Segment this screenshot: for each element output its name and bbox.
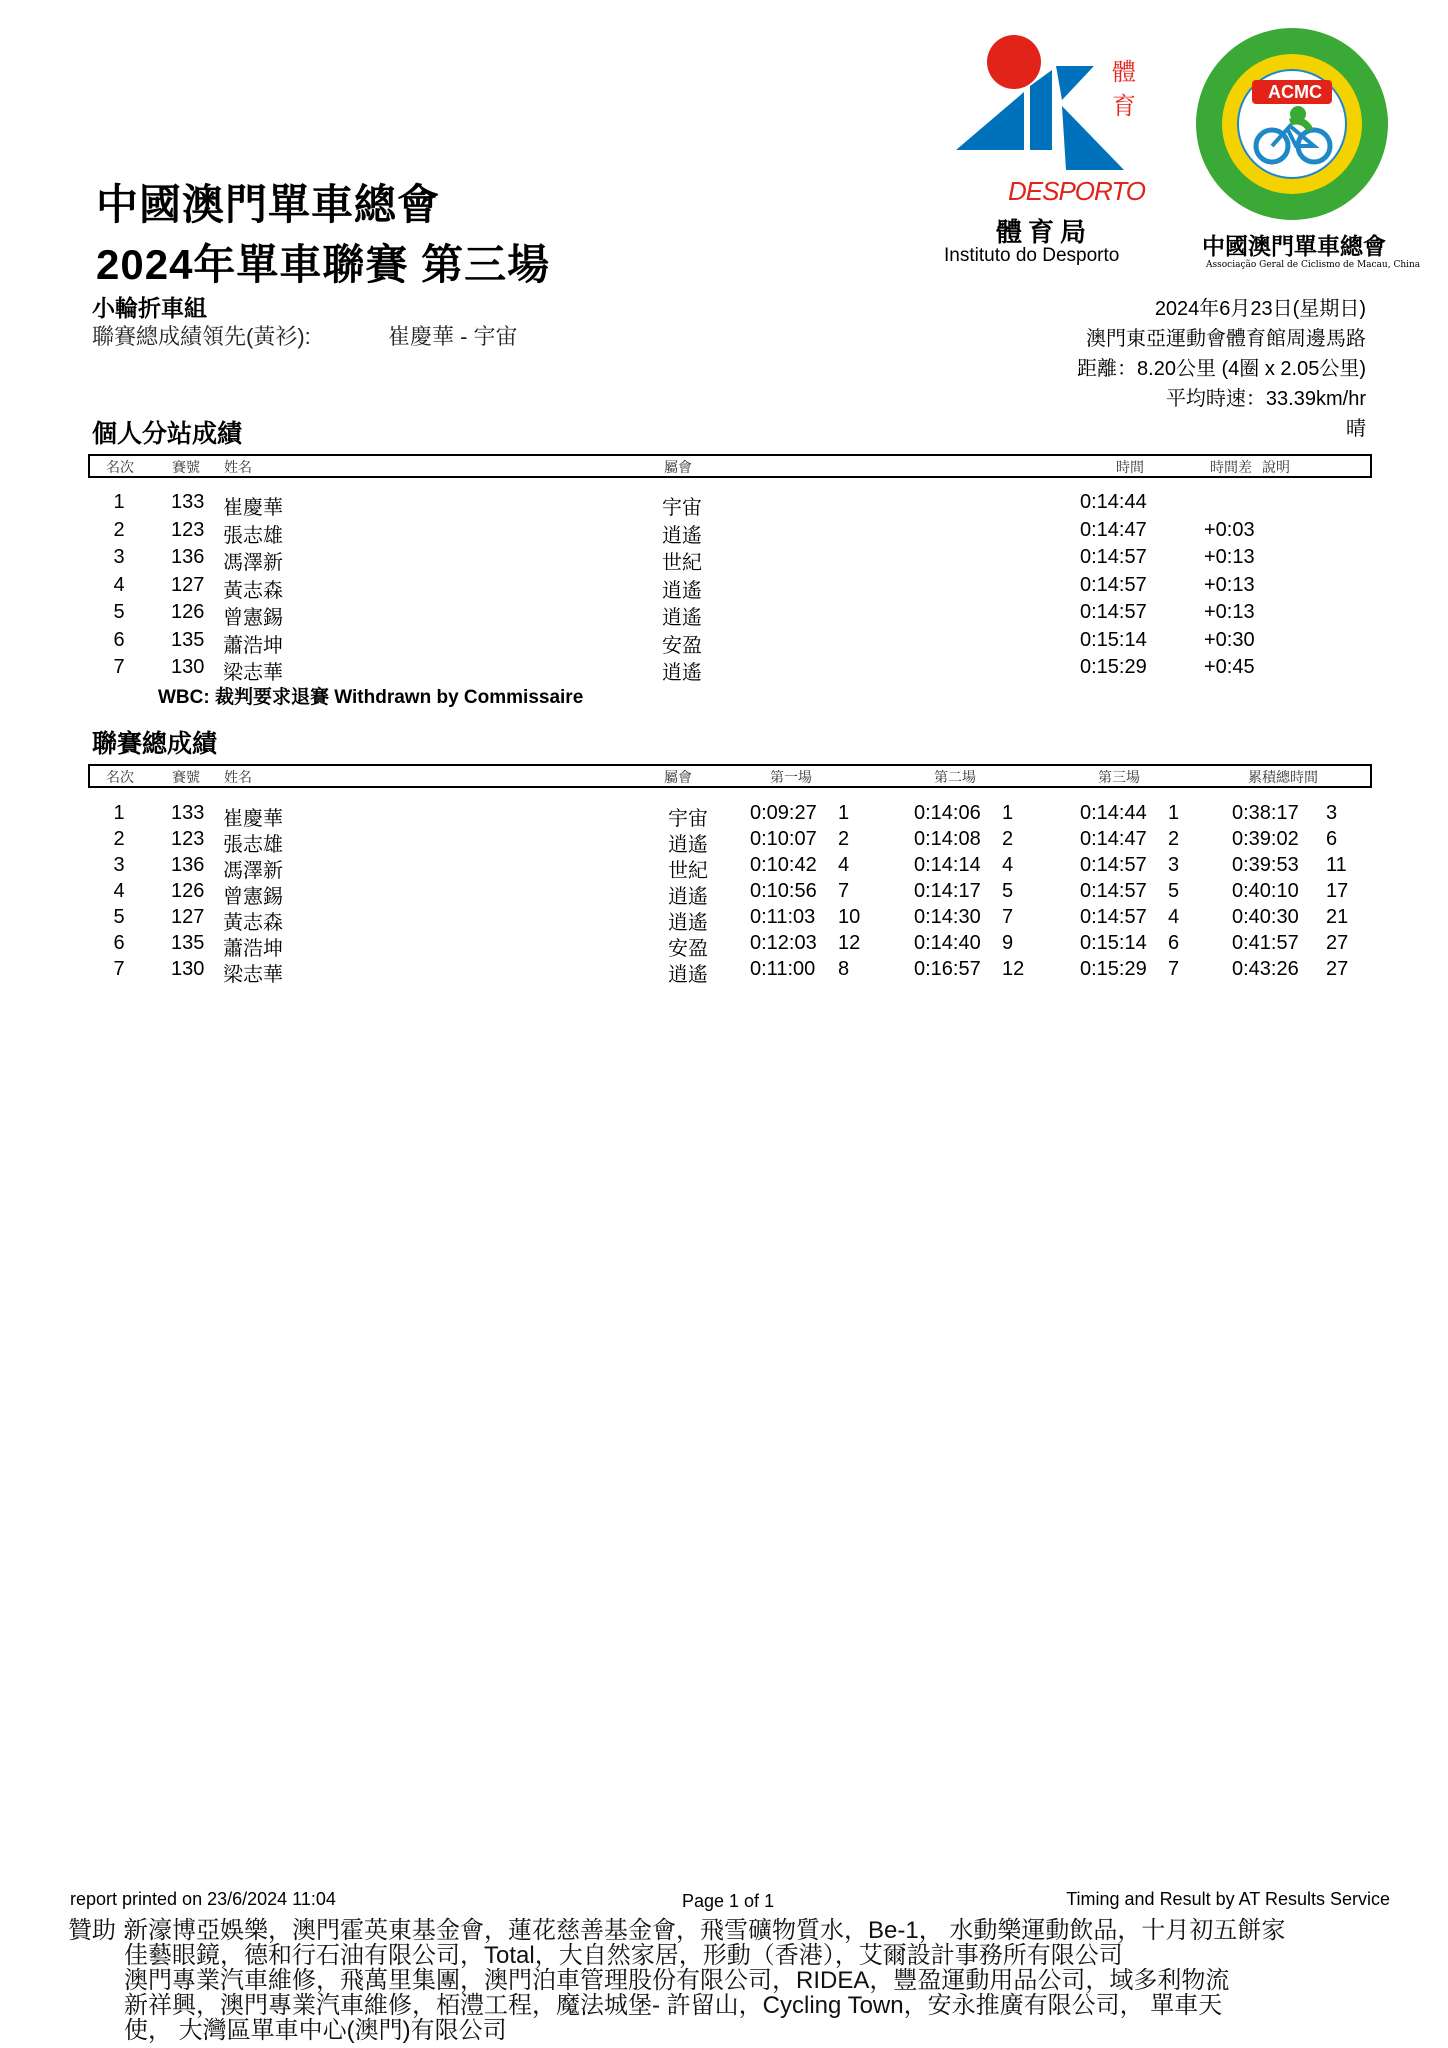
stage-cell-rank: 6: [113, 628, 125, 651]
stage-cell-club: 逍遙: [662, 524, 702, 547]
page-number: Page 1 of 1: [682, 1891, 775, 1911]
overall-header-r1: 第一場: [770, 770, 812, 786]
stage-cell-gap: +0:45: [1204, 656, 1255, 678]
overall-cell-total-time: 0:41:57: [1232, 932, 1299, 954]
overall-cell-r2-pos: 2: [1002, 828, 1014, 850]
overall-cell-points: 17: [1326, 880, 1349, 902]
leader-value: 崔慶華 - 宇宙: [388, 324, 518, 349]
overall-header-club: 屬會: [664, 770, 692, 786]
race-distance: 距離：8.20公里 (4圈 x 2.05公里): [1077, 358, 1366, 380]
overall-cell-bib: 135: [171, 932, 205, 954]
stage-cell-name: 蕭浩坤: [223, 634, 283, 657]
leader-label: 聯賽總成績領先(黃衫):: [92, 324, 311, 349]
stage-cell-club: 宇宙: [662, 497, 702, 519]
stage-cell-time: 0:15:14: [1080, 628, 1147, 651]
overall-cell-r2-time: 0:14:06: [914, 802, 981, 824]
stage-cell-rank: 2: [113, 518, 125, 541]
stage-cell-name: 張志雄: [223, 524, 283, 547]
overall-cell-points: 3: [1326, 802, 1338, 824]
overall-cell-r1-time: 0:10:42: [750, 854, 817, 876]
overall-cell-r3-pos: 4: [1168, 906, 1180, 928]
overall-cell-r1-time: 0:10:07: [750, 828, 817, 850]
overall-cell-r2-pos: 1: [1002, 802, 1014, 824]
stage-cell-gap: +0:13: [1204, 573, 1255, 596]
overall-header-name: 姓名: [224, 770, 252, 786]
overall-cell-total-time: 0:38:17: [1232, 802, 1299, 824]
overall-row: [0, 932, 1448, 959]
overall-cell-bib: 127: [171, 906, 205, 928]
overall-cell-r1-pos: 12: [838, 932, 861, 954]
race-venue: 澳門東亞運動會體育館周邊馬路: [1086, 328, 1366, 350]
stage-row: [0, 656, 1448, 683]
sponsor-line: 新濠博亞娛樂，澳門霍英東基金會，蓮花慈善基金會，飛雪礦物質水，Be-1， 水動樂運動飲品，十月初五餅家: [124, 1917, 1286, 1944]
stage-cell-gap: +0:13: [1204, 601, 1255, 623]
overall-cell-name: 張志雄: [223, 834, 283, 856]
overall-cell-bib: 126: [171, 880, 205, 902]
overall-row: [0, 880, 1448, 907]
race-weather: 晴: [1346, 418, 1366, 440]
overall-cell-name: 曾憲錫: [223, 886, 283, 908]
overall-cell-r2-time: 0:14:40: [914, 932, 981, 954]
overall-cell-points: 11: [1326, 854, 1347, 876]
stage-cell-time: 0:14:47: [1080, 518, 1147, 541]
overall-cell-r3-time: 0:15:14: [1080, 932, 1147, 954]
overall-header-r2: 第二場: [934, 770, 976, 786]
overall-cell-name: 梁志華: [223, 964, 283, 986]
stage-row: [0, 574, 1448, 601]
overall-cell-rank: 5: [113, 906, 125, 928]
overall-cell-r2-pos: 12: [1002, 958, 1025, 980]
overall-cell-club: 逍遙: [668, 912, 708, 934]
overall-cell-r3-time: 0:14:44: [1080, 802, 1147, 824]
stage-cell-time: 0:14:57: [1080, 546, 1147, 568]
stage-cell-time: 0:14:57: [1080, 601, 1147, 623]
overall-cell-r2-time: 0:16:57: [914, 958, 981, 980]
overall-cell-r2-time: 0:14:08: [914, 828, 981, 850]
overall-section-title: 聯賽總成績: [92, 730, 218, 758]
race-avg-speed: 平均時速：33.39km/hr: [1165, 388, 1366, 410]
overall-cell-r1-time: 0:12:03: [750, 932, 817, 954]
stage-cell-name: 黃志森: [223, 579, 283, 602]
stage-cell-bib: 135: [171, 628, 205, 651]
overall-cell-rank: 2: [113, 828, 125, 850]
overall-cell-bib: 136: [171, 854, 205, 876]
stage-cell-gap: +0:03: [1204, 518, 1255, 541]
stage-cell-name: 馮澤新: [223, 552, 283, 574]
overall-cell-total-time: 0:43:26: [1232, 958, 1299, 980]
stage-header-gap: 時間差: [1210, 460, 1252, 476]
overall-cell-r3-time: 0:14:57: [1080, 854, 1147, 876]
category-label: 小輪折車組: [92, 295, 207, 321]
overall-cell-rank: 4: [113, 880, 125, 902]
stage-cell-name: 崔慶華: [223, 497, 283, 519]
overall-cell-rank: 3: [113, 854, 125, 876]
overall-cell-r1-pos: 8: [838, 958, 850, 980]
overall-cell-club: 安盈: [668, 938, 708, 960]
overall-cell-r1-time: 0:09:27: [750, 802, 817, 824]
stage-row: [0, 491, 1448, 518]
sponsor-line: 澳門專業汽車維修，飛萬里集團，澳門泊車管理股份有限公司，RIDEA，豐盈運動用品公司，域多利物流: [124, 1967, 1230, 1994]
acmc-badge: ACMC: [1268, 82, 1322, 102]
stage-cell-gap: +0:30: [1204, 628, 1255, 651]
sponsor-label: 贊助 :: [68, 1917, 130, 1944]
overall-row: [0, 906, 1448, 933]
overall-cell-r2-time: 0:14:30: [914, 906, 981, 928]
stage-cell-club: 世紀: [662, 552, 702, 574]
overall-cell-r3-time: 0:14:57: [1080, 880, 1147, 902]
overall-cell-points: 27: [1326, 932, 1349, 954]
timing-credit: Timing and Result by AT Results Service: [1066, 1889, 1390, 1909]
stage-cell-club: 安盈: [662, 634, 702, 657]
stage-row: [0, 546, 1448, 573]
stage-header-note: 說明: [1262, 460, 1290, 476]
printed-timestamp: report printed on 23/6/2024 11:04: [70, 1889, 336, 1909]
overall-cell-club: 世紀: [668, 860, 708, 882]
overall-cell-rank: 1: [113, 802, 125, 824]
overall-cell-club: 逍遙: [668, 964, 708, 986]
acmc-name-zh: 中國澳門單車總會: [1202, 233, 1386, 260]
overall-cell-r3-time: 0:15:29: [1080, 958, 1147, 980]
overall-cell-r3-pos: 1: [1168, 802, 1180, 824]
stage-cell-club: 逍遙: [662, 662, 702, 684]
stage-cell-name: 曾憲錫: [223, 607, 283, 629]
wbc-note: WBC: 裁判要求退賽 Withdrawn by Commissaire: [158, 687, 584, 708]
stage-cell-bib: 130: [171, 656, 205, 678]
desporto-name-pt: Instituto do Desporto: [944, 245, 1120, 266]
overall-cell-r1-pos: 7: [838, 880, 850, 902]
stage-cell-rank: 7: [113, 656, 125, 678]
stage-header-time: 時間: [1116, 460, 1144, 476]
overall-table-header: [88, 764, 1372, 788]
overall-header-r3: 第三場: [1098, 770, 1140, 786]
desporto-name-zh: 體育局: [996, 217, 1093, 247]
sponsor-line: 使， 大灣區單車中心(澳門)有限公司: [124, 2017, 507, 2044]
overall-cell-r3-time: 0:14:57: [1080, 906, 1147, 928]
stage-cell-club: 逍遙: [662, 607, 702, 629]
race-date: 2024年6月23日(星期日): [1154, 298, 1366, 320]
stage-cell-rank: 1: [113, 491, 125, 513]
sponsor-line: 新祥興，澳門專業汽車維修，栢澧工程，魔法城堡- 許留山，Cycling Town，安永推廣有限公司， 單車天: [124, 1992, 1223, 2019]
overall-row: [0, 854, 1448, 881]
overall-cell-r3-pos: 7: [1168, 958, 1180, 980]
overall-cell-club: 宇宙: [668, 808, 708, 830]
stage-cell-bib: 123: [171, 518, 205, 541]
stage-row: [0, 601, 1448, 628]
stage-cell-bib: 126: [171, 601, 205, 623]
overall-header-rank: 名次: [106, 770, 134, 786]
stage-cell-time: 0:15:29: [1080, 656, 1147, 678]
stage-table-header: [88, 454, 1372, 478]
stage-header-club: 屬會: [664, 460, 692, 476]
overall-cell-r1-pos: 1: [838, 802, 850, 824]
overall-cell-r1-time: 0:10:56: [750, 880, 817, 902]
overall-row: [0, 802, 1448, 829]
stage-cell-bib: 136: [171, 546, 205, 568]
overall-cell-r1-time: 0:11:00: [750, 958, 816, 980]
overall-cell-total-time: 0:40:30: [1232, 906, 1299, 928]
overall-cell-r3-pos: 3: [1168, 854, 1180, 876]
overall-cell-r2-pos: 5: [1002, 880, 1014, 902]
overall-cell-name: 馮澤新: [223, 860, 283, 882]
overall-cell-points: 27: [1326, 958, 1349, 980]
stage-section-title: 個人分站成績: [92, 420, 243, 448]
overall-cell-r1-time: 0:11:03: [750, 906, 816, 928]
overall-cell-total-time: 0:40:10: [1232, 880, 1299, 902]
overall-cell-r2-pos: 7: [1002, 906, 1014, 928]
stage-row: [0, 519, 1448, 546]
acmc-logo: [1192, 26, 1421, 276]
stage-header-bib: 賽號: [172, 460, 200, 476]
overall-cell-r3-time: 0:14:47: [1080, 828, 1147, 850]
overall-cell-name: 黃志森: [223, 912, 283, 934]
overall-cell-total-time: 0:39:53: [1232, 854, 1299, 876]
overall-cell-points: 6: [1326, 828, 1338, 850]
overall-cell-r1-pos: 10: [838, 906, 861, 928]
acmc-name-pt: Associação Geral de Ciclismo de Macau, China: [1206, 260, 1421, 270]
stage-cell-time: 0:14:44: [1080, 491, 1147, 513]
stage-cell-rank: 4: [113, 573, 125, 596]
stage-header-name: 姓名: [224, 460, 252, 476]
overall-cell-r2-time: 0:14:17: [914, 880, 981, 902]
org-title: 中國澳門單車總會: [96, 181, 441, 228]
overall-cell-r3-pos: 5: [1168, 880, 1180, 902]
desporto-logo: [944, 30, 1154, 270]
overall-row: [0, 958, 1448, 985]
overall-cell-total-time: 0:39:02: [1232, 828, 1299, 850]
stage-cell-time: 0:14:57: [1080, 573, 1147, 596]
stage-cell-club: 逍遙: [662, 579, 702, 602]
overall-cell-r2-pos: 4: [1002, 854, 1014, 876]
overall-cell-bib: 130: [171, 958, 205, 980]
stage-cell-rank: 3: [113, 546, 125, 568]
stage-cell-bib: 127: [171, 573, 205, 596]
overall-cell-name: 崔慶華: [223, 808, 283, 830]
overall-cell-club: 逍遙: [668, 886, 708, 908]
overall-cell-bib: 123: [171, 828, 205, 850]
overall-cell-r1-pos: 4: [838, 854, 850, 876]
overall-cell-r3-pos: 2: [1168, 828, 1180, 850]
overall-cell-name: 蕭浩坤: [223, 938, 283, 960]
overall-cell-r1-pos: 2: [838, 828, 850, 850]
stage-row: [0, 629, 1448, 656]
overall-header-total: 累積總時間: [1248, 770, 1318, 786]
overall-cell-points: 21: [1326, 906, 1349, 928]
event-title: 2024年單車聯賽 第三場: [96, 241, 551, 288]
stage-cell-rank: 5: [113, 601, 125, 623]
overall-cell-rank: 7: [113, 958, 125, 980]
desporto-wordmark: DESPORTO: [1008, 176, 1145, 206]
overall-cell-bib: 133: [171, 802, 205, 824]
overall-header-bib: 賽號: [172, 770, 200, 786]
stage-cell-bib: 133: [171, 491, 205, 513]
desporto-side-text: 體育: [1112, 59, 1136, 120]
overall-cell-r2-pos: 9: [1002, 932, 1014, 954]
overall-row: [0, 828, 1448, 855]
overall-cell-r3-pos: 6: [1168, 932, 1180, 954]
stage-cell-name: 梁志華: [223, 662, 283, 684]
stage-header-rank: 名次: [106, 460, 134, 476]
overall-cell-club: 逍遙: [668, 834, 708, 856]
overall-cell-r2-time: 0:14:14: [914, 854, 981, 876]
stage-cell-gap: +0:13: [1204, 546, 1255, 568]
overall-cell-rank: 6: [113, 932, 125, 954]
sponsor-line: 佳藝眼鏡，德和行石油有限公司，Total，大自然家居，形動（香港），艾爾設計事務所有限公司: [124, 1942, 1123, 1969]
